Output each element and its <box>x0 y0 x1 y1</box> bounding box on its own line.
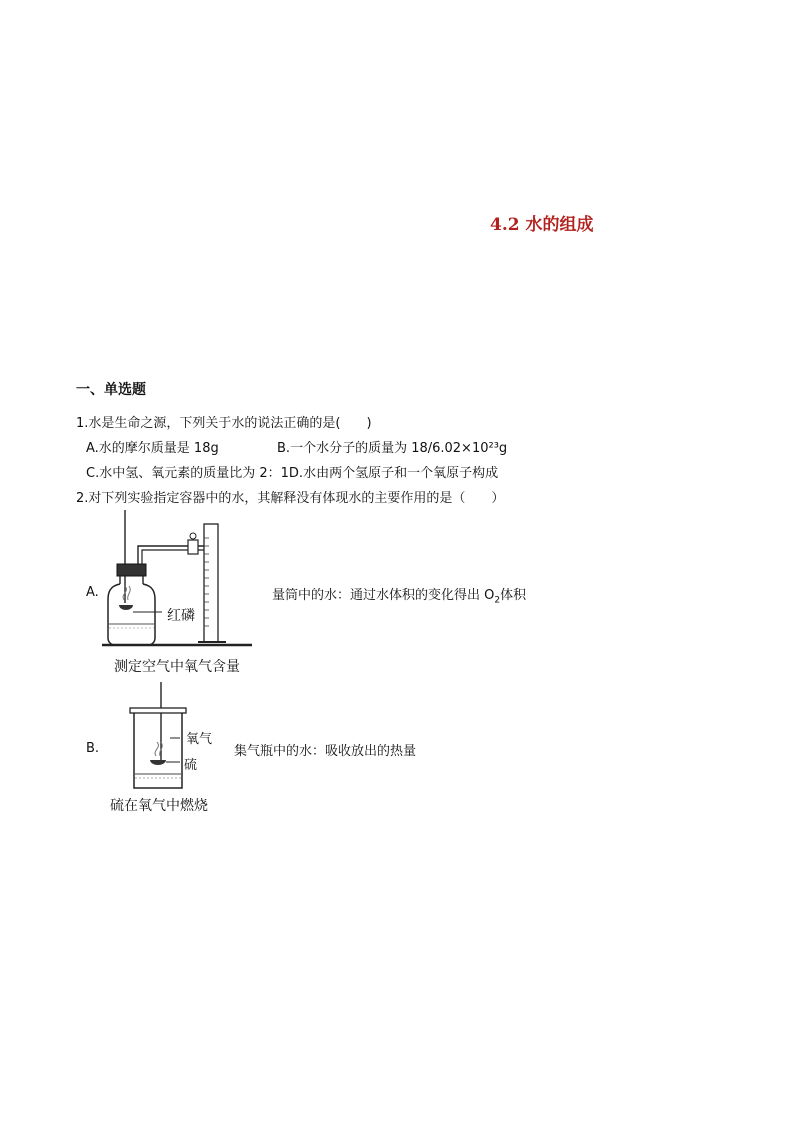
question-2-option-b-text: 集气瓶中的水：吸收放出的热量 <box>234 744 417 759</box>
figure-b-caption: 硫在氧气中燃烧 <box>110 798 208 814</box>
question-1-option-cd <box>86 462 498 481</box>
oxygen-subscript: 2 <box>494 595 501 606</box>
question-2-stem: 2.对下列实验指定容器中的水，其解释没有体现水的主要作用的是（ ） <box>76 491 505 506</box>
sulfur-label: 硫 <box>184 758 198 773</box>
red-phosphorus-label: 红磷 <box>167 608 195 624</box>
option-a-explanation-tail: 体积 <box>500 588 527 603</box>
option-text: 一个水分子的质量为 18/6.02×10²³g <box>290 441 508 456</box>
question-2-option-a-text <box>272 584 526 606</box>
option-text: 水由两个氢原子和一个氧原子构成 <box>303 466 499 481</box>
section-heading: 一、单选题 <box>76 382 146 398</box>
question-2-option-a-label: A. <box>86 585 99 600</box>
option-label: A. <box>86 441 99 456</box>
option-label: B. <box>277 441 291 456</box>
question-1-stem: 1.水是生命之源，下列关于水的说法正确的是( ) <box>76 416 372 431</box>
option-label: D. <box>288 466 304 481</box>
question-1-option-a <box>86 437 219 456</box>
page-title: 4.2 水的组成 <box>490 215 594 235</box>
option-a-explanation: 量筒中的水：通过水体积的变化得出 O <box>272 588 495 603</box>
figure-a-caption: 测定空气中氧气含量 <box>114 659 240 675</box>
question-2-option-b-label: B. <box>86 741 100 756</box>
question-1-option-b <box>277 437 507 456</box>
option-text: 水中氢、氧元素的质量比为 2：1 <box>99 466 289 481</box>
option-label: C. <box>86 466 100 481</box>
option-text: 水的摩尔质量是 18g <box>98 441 219 456</box>
oxygen-label: 氧气 <box>186 732 213 747</box>
phosphorus-apparatus-figure <box>100 508 260 656</box>
